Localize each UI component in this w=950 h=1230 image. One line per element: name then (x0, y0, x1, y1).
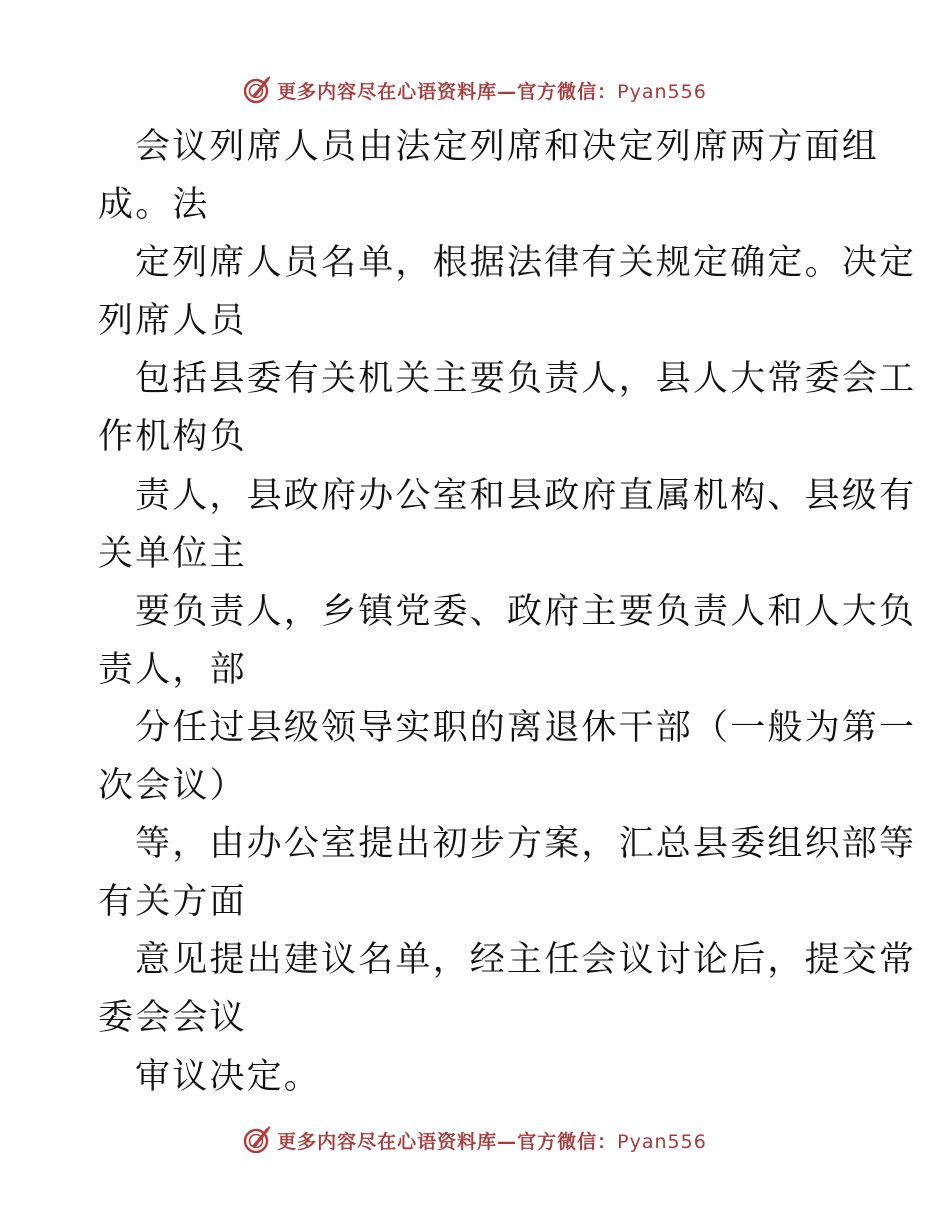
paragraph-line: 等，由办公室提出初步方案，汇总县委组织部等 (135, 824, 917, 865)
header-watermark (0, 70, 950, 110)
footer-banner-text: 更多内容尽在心语资料库—官方微信：Pyan556 (277, 1130, 707, 1153)
header-wechat-id: Pyan556 (617, 80, 707, 103)
document-body (98, 118, 917, 1106)
paragraph-line: 定列席人员名单，根据法律有关规定确定。决定 (135, 243, 917, 284)
paragraph-line: 包括县委有关机关主要负责人，县人大常委会工 (135, 359, 917, 400)
header-banner-text: 更多内容尽在心语资料库—官方微信：Pyan556 (277, 80, 707, 103)
paragraph-line: 成。法 (98, 185, 210, 226)
paragraph-line: 列席人员 (98, 301, 247, 342)
paragraph-line: 次会议） (98, 766, 247, 807)
paragraph-line: 责人，县政府办公室和县政府直属机构、县级有 (135, 475, 917, 516)
paragraph-line: 关单位主 (98, 533, 247, 574)
paragraph-line: 责人，部 (98, 649, 247, 690)
paragraph-line: 委会会议 (98, 998, 247, 1039)
quill-emblem-icon (243, 1125, 273, 1155)
paragraph-line: 作机构负 (98, 417, 247, 458)
quill-emblem-icon (243, 75, 273, 105)
paragraph-line: 要负责人，乡镇党委、政府主要负责人和人大负 (135, 591, 917, 632)
paragraph-line: 意见提出建议名单，经主任会议讨论后，提交常 (135, 940, 917, 981)
footer-watermark (0, 1120, 950, 1160)
footer-wechat-id: Pyan556 (617, 1130, 707, 1153)
paragraph-line: 审议决定。 (135, 1056, 322, 1097)
paragraph-line: 会议列席人员由法定列席和决定列席两方面组 (135, 127, 880, 167)
paragraph-line: 有关方面 (98, 882, 247, 923)
paragraph-line: 分任过县级领导实职的离退休干部（一般为第一 (135, 707, 917, 748)
